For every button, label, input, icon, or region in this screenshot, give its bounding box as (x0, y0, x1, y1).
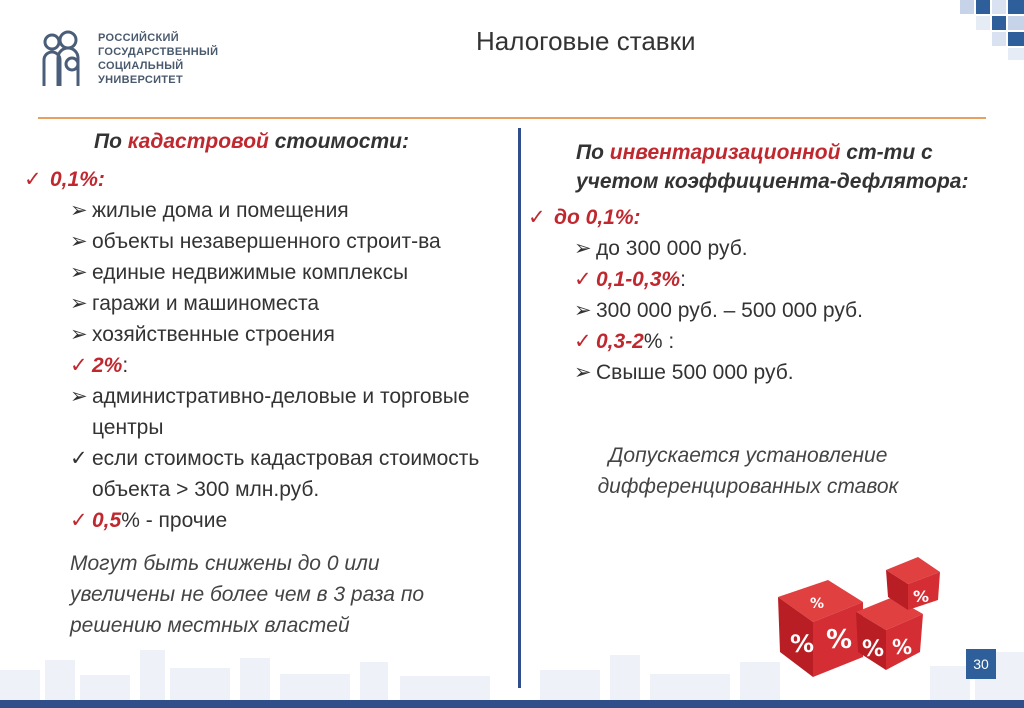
logo-people-icon (38, 30, 88, 88)
svg-text:%: % (790, 630, 815, 658)
check-icon: ✓ (70, 447, 88, 470)
rate-row (24, 164, 514, 195)
university-logo (38, 30, 218, 88)
rate-value: 0,3-2 (596, 330, 644, 353)
heading-highlight: кадастровой (127, 130, 269, 153)
header-rule (38, 117, 986, 119)
right-heading (528, 138, 996, 196)
rate-suffix: % : (643, 330, 675, 353)
rate-row (70, 350, 514, 381)
list-item (70, 288, 514, 319)
check-icon: ✓ (24, 168, 42, 191)
check-icon: ✓ (70, 509, 88, 532)
rate-suffix: : (122, 354, 129, 377)
check-icon: ✓ (528, 206, 546, 229)
svg-text:%: % (810, 596, 825, 612)
arrow-bullet-icon: ➢ (70, 230, 88, 253)
arrow-bullet-icon: ➢ (70, 385, 88, 408)
heading-text: По (94, 130, 128, 153)
check-icon: ✓ (574, 268, 592, 291)
list-item-text: административно-деловые и торговые центры (92, 385, 470, 439)
logo-line: УНИВЕРСИТЕТ (98, 74, 183, 86)
arrow-bullet-icon: ➢ (70, 323, 88, 346)
svg-text:%: % (913, 587, 930, 606)
heading-text: стоимости: (268, 130, 409, 153)
list-item-text: до 300 000 руб. (596, 237, 748, 260)
logo-line: РОССИЙСКИЙ (98, 32, 179, 44)
arrow-bullet-icon: ➢ (574, 361, 592, 384)
logo-text (98, 31, 218, 87)
right-column (528, 138, 1008, 502)
svg-text:%: % (826, 625, 853, 655)
logo-line: ГОСУДАРСТВЕННЫЙ (98, 46, 219, 58)
page-number-badge: 30 (966, 649, 996, 679)
list-item-text: объекты незавершенного строит-ва (92, 230, 441, 253)
left-column (24, 130, 514, 641)
arrow-bullet-icon: ➢ (70, 261, 88, 284)
list-item-text: если стоимость кадастровая стоимость объекта > 300 млн.руб. (92, 447, 480, 501)
rate-value: 2% (92, 354, 123, 377)
left-note: Могут быть снижены до 0 или увеличены не более чем в 3 раза по решению местных властей (70, 552, 425, 637)
rate-value: 0,5 (92, 509, 122, 532)
list-item (70, 195, 514, 226)
rate-row (528, 202, 1008, 233)
heading-highlight: инвентаризационной (609, 141, 841, 164)
list-item (574, 233, 1008, 264)
list-item-text: единые недвижимые комплексы (92, 261, 409, 284)
decorative-squares (924, 0, 1024, 60)
rate-row (70, 505, 514, 536)
check-icon: ✓ (574, 330, 592, 353)
rate-row (574, 264, 1008, 295)
list-item (70, 226, 514, 257)
bottom-bar (0, 700, 1024, 708)
list-item-text: хозяйственные строения (92, 323, 335, 346)
list-item-text: 300 000 руб. – 500 000 руб. (596, 299, 863, 322)
list-item (70, 443, 514, 505)
list-item (70, 257, 514, 288)
check-icon: ✓ (70, 354, 88, 377)
arrow-bullet-icon: ➢ (574, 299, 592, 322)
svg-text:%: % (862, 637, 885, 662)
right-note: Допускается установление дифференцированных ставок (597, 444, 899, 498)
rate-row (574, 326, 1008, 357)
column-divider (518, 128, 521, 688)
slide-title: Налоговые ставки (476, 26, 696, 56)
list-item (574, 295, 1008, 326)
arrow-bullet-icon: ➢ (70, 292, 88, 315)
rate-value: 0,1%: (50, 168, 105, 191)
logo-line: СОЦИАЛЬНЫЙ (98, 60, 184, 72)
list-item-text: гаражи и машиноместа (92, 292, 320, 315)
rate-value: до 0,1%: (554, 206, 641, 229)
list-item (70, 381, 514, 443)
list-item (574, 357, 1008, 388)
heading-text: ст-ти с учетом коэффициента-дефлятора: (576, 141, 969, 193)
list-item (70, 319, 514, 350)
dice-percent-icon (768, 552, 948, 682)
list-item-text: Свыше 500 000 руб. (596, 361, 794, 384)
arrow-bullet-icon: ➢ (70, 199, 88, 222)
left-heading (94, 130, 514, 154)
rate-value: 0,1-0,3% (596, 268, 681, 291)
rate-suffix: : (680, 268, 686, 291)
heading-text: По (576, 141, 610, 164)
arrow-bullet-icon: ➢ (574, 237, 592, 260)
list-item-text: жилые дома и помещения (92, 199, 349, 222)
svg-text:%: % (892, 635, 913, 659)
rate-suffix: % - прочие (121, 509, 228, 532)
